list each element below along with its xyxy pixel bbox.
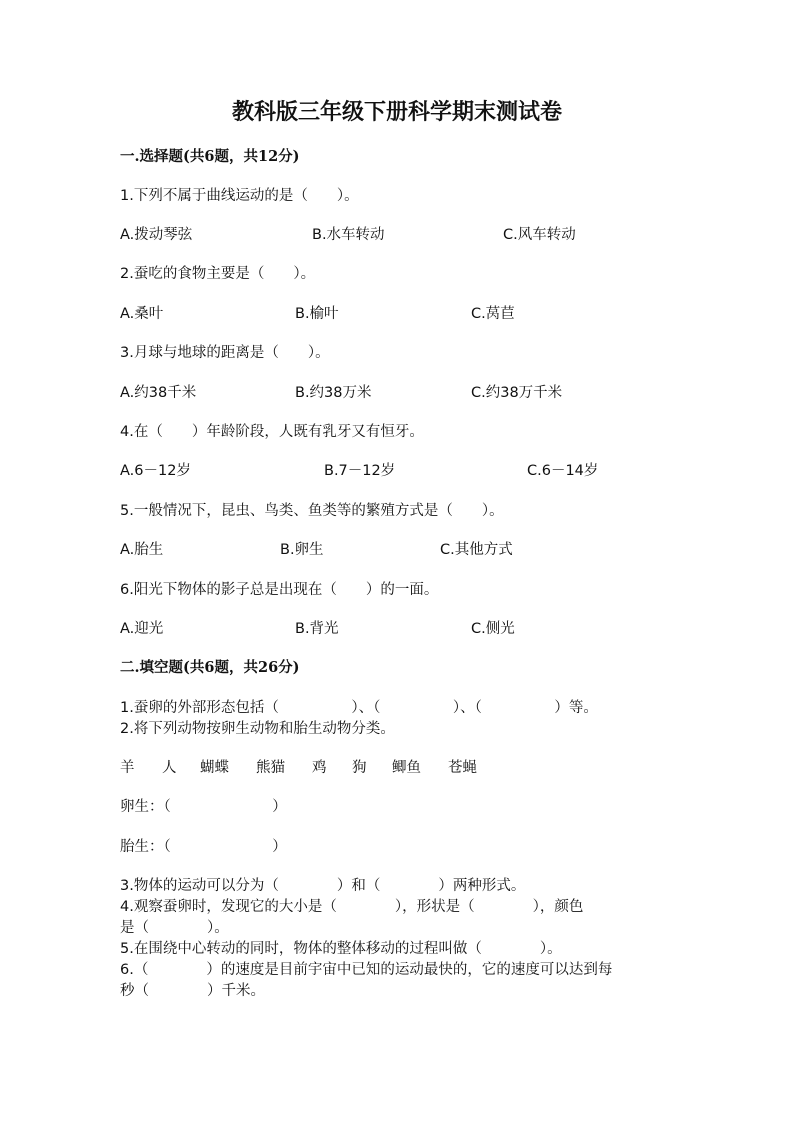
q2-option-c: C.莴苣 <box>471 306 515 322</box>
animal-item: 蝴蝶 <box>200 760 229 776</box>
fill-question-4-line1: 4.观察蚕卵时，发现它的大小是（ ），形状是（ ），颜色 <box>120 899 584 915</box>
animal-item: 苍蝇 <box>448 760 477 776</box>
q1-option-a: A.拨动琴弦 <box>120 227 193 243</box>
section2-heading: 二.填空题(共6题，共26分) <box>120 659 300 676</box>
fill-question-6-line1: 6.（ ）的速度是目前宇宙中已知的运动最快的，它的速度可以达到每 <box>120 962 613 978</box>
animal-item: 鲫鱼 <box>392 760 421 776</box>
q1-option-c: C.风车转动 <box>503 227 576 243</box>
q3-option-c: C.约38万千米 <box>471 385 563 401</box>
viviparous-answer: 胎生：（ ） <box>120 839 287 855</box>
fill-question-4-line2: 是（ ）。 <box>120 920 229 936</box>
question-2: 2.蚕吃的食物主要是（ ）。 <box>120 266 316 282</box>
q3-option-b: B.约38万米 <box>295 385 372 401</box>
q5-option-b: B.卵生 <box>280 542 324 558</box>
q2-option-b: B.榆叶 <box>295 306 339 322</box>
question-4: 4.在（ ）年龄阶段，人既有乳牙又有恒牙。 <box>120 424 424 440</box>
q2-option-a: A.桑叶 <box>120 306 164 322</box>
animal-item: 熊猫 <box>256 760 285 776</box>
fill-question-6-line2: 秒（ ）千米。 <box>120 983 265 999</box>
question-1: 1.下列不属于曲线运动的是（ ）。 <box>120 188 359 204</box>
fill-question-1: 1.蚕卵的外部形态包括（ ）、（ ）、（ ）等。 <box>120 700 598 716</box>
q4-option-b: B.7－12岁 <box>324 463 396 479</box>
animal-item: 鸡 <box>312 760 327 776</box>
section1-heading: 一.选择题(共6题，共12分) <box>120 148 300 165</box>
q6-option-c: C.侧光 <box>471 621 515 637</box>
q4-option-a: A.6－12岁 <box>120 463 191 479</box>
q6-option-a: A.迎光 <box>120 621 164 637</box>
question-5: 5.一般情况下，昆虫、鸟类、鱼类等的繁殖方式是（ ）。 <box>120 503 504 519</box>
oviparous-answer: 卵生：（ ） <box>120 799 287 815</box>
animal-item: 狗 <box>352 760 367 776</box>
q5-option-a: A.胎生 <box>120 542 164 558</box>
animal-item: 人 <box>162 760 177 776</box>
fill-question-5: 5.在围绕中心转动的同时，物体的整体移动的过程叫做（ ）。 <box>120 941 562 957</box>
question-6: 6.阳光下物体的影子总是出现在（ ）的一面。 <box>120 582 439 598</box>
question-3: 3.月球与地球的距离是（ ）。 <box>120 345 330 361</box>
q6-option-b: B.背光 <box>295 621 339 637</box>
page-title: 教科版三年级下册科学期末测试卷 <box>231 99 562 125</box>
animal-item: 羊 <box>120 760 135 776</box>
q5-option-c: C.其他方式 <box>440 542 513 558</box>
q1-option-b: B.水车转动 <box>312 227 385 243</box>
fill-question-3: 3.物体的运动可以分为（ ）和（ ）两种形式。 <box>120 878 526 894</box>
q4-option-c: C.6－14岁 <box>527 463 599 479</box>
q3-option-a: A.约38千米 <box>120 385 197 401</box>
fill-question-2: 2.将下列动物按卵生动物和胎生动物分类。 <box>120 721 395 737</box>
